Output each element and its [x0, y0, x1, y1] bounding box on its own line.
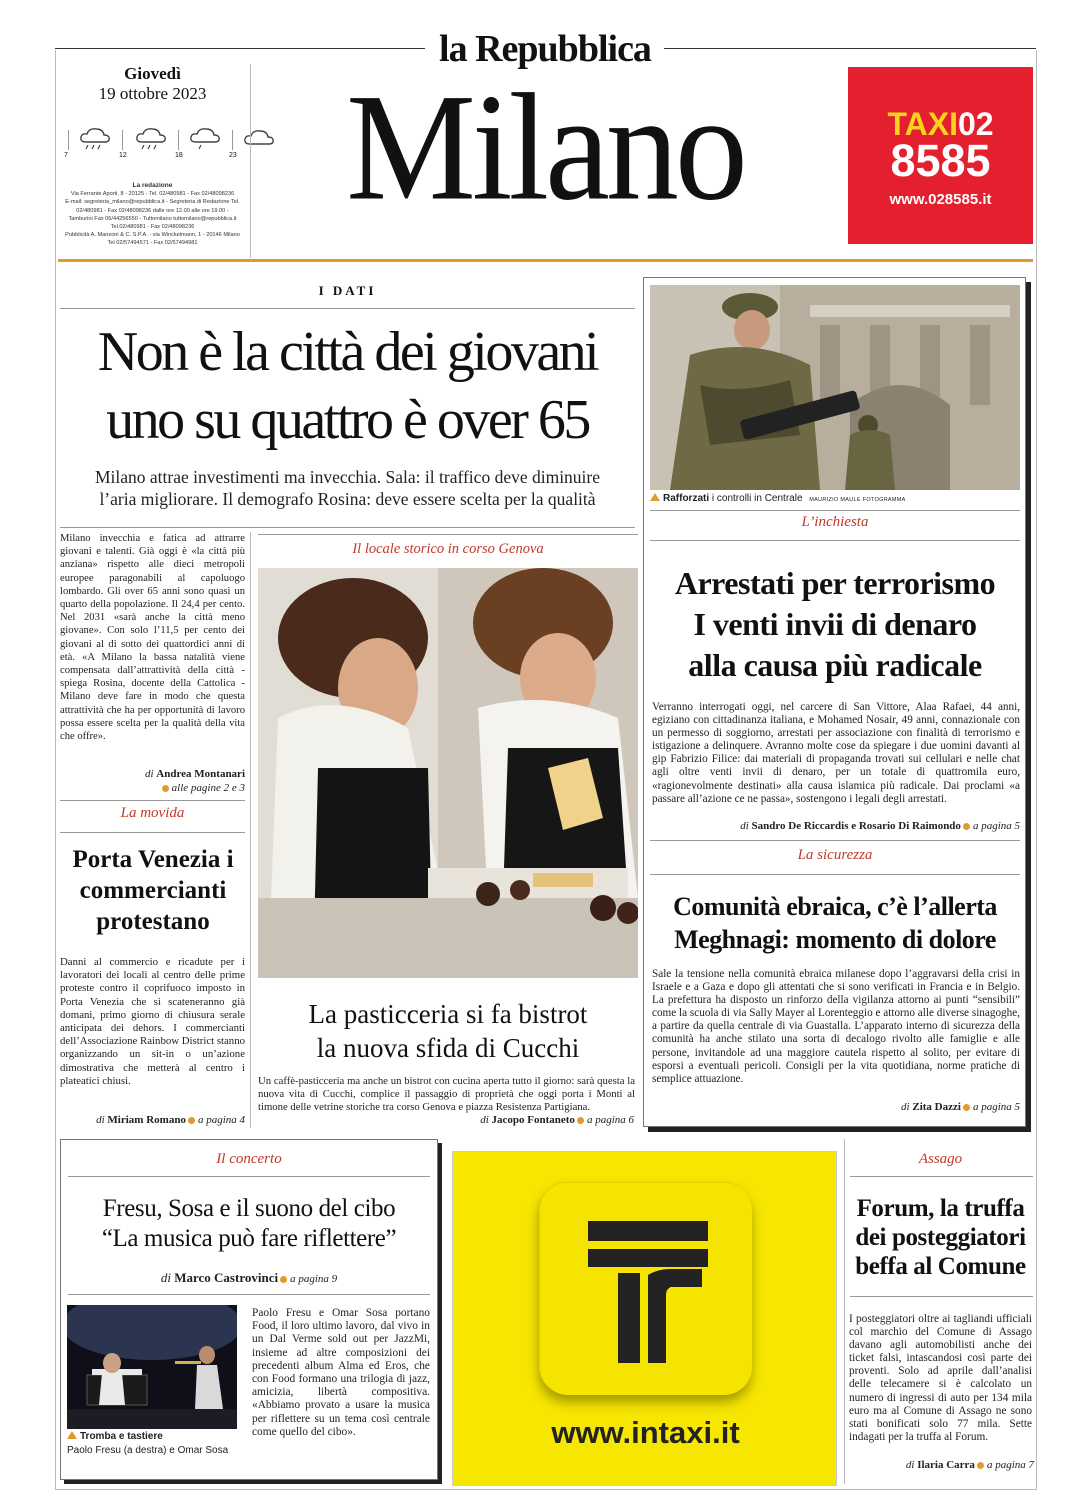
page-ref[interactable]: alle pagine 2 e 3: [171, 782, 245, 794]
temp-label: 7: [64, 152, 68, 159]
taxi-prefix: 02: [957, 106, 994, 142]
sicurezza-byline[interactable]: [650, 1101, 1020, 1113]
brand-logo[interactable]: la Repubblica: [439, 28, 651, 70]
lead-subhead: [55, 466, 640, 510]
redazione-line: Via Ferrante Aporti, 8 - 20125 - Tel. 02/480981 - Fax 02/48098236: [70, 191, 235, 198]
lead-byline: [60, 768, 245, 780]
assago-body: I posteggiatori oltre ai tagliandi ufficiali col marchio del Comune di Assago davano agli automobilisti anche dei ticket falsi, intascandosi così parte dei proventi. Solo ad aprile dall’analisi delle telecamere si è calcolato un numero di ingressi di auto per 134 mila euro ma al Comune di Assago ne sono stati bonificati solo 77 mila. Sette indagati per la truffa al Forum.: [849, 1313, 1032, 1443]
taxi-ad-top[interactable]: [848, 67, 1033, 244]
concerto-kicker: Il concerto: [216, 1151, 282, 1167]
author-name: Andrea Montanari: [156, 768, 245, 780]
sicurezza-headline-line: Meghnagi: momento di dolore: [674, 925, 996, 954]
inchiesta-headline-line: I venti invii di denaro: [693, 606, 977, 642]
lead-pages[interactable]: [60, 782, 245, 794]
temp-label: 12: [119, 152, 127, 159]
sicurezza-body: Sale la tensione nella comunità ebraica milanese dopo l’aggravarsi della crisi in Israele e a Gaza e dopo gli attentati che si sono verificati in Francia e in Belgio. La prefettura ha disposto un rinforzo della vigilanza attorno ai punti “sensibili” come la scuola di via Sally Mayer al Lorenteggio e attorno alle diverse sinagoghe, a partire da quella centrale di via Guastalla. L’apparato interno di sicurezza della comunità ha anche stilato una sorta di decalogo rivolto alle famiglie e alle persone, invitandole ad una maggiore cautela rispetto al solito, per evitare di esporsi a eventuali pericoli. Consigli per la vita quotidiana, norme pratiche di semplice attuazione.: [652, 968, 1020, 1085]
page-ref[interactable]: a pagina 7: [986, 1459, 1034, 1471]
lead-headline-line: uno su quattro è over 65: [106, 389, 589, 451]
inchiesta-byline[interactable]: [650, 820, 1020, 832]
caption-text: Paolo Fresu (a destra) e Omar Sosa: [67, 1445, 229, 1456]
redazione-line: E-mail: segreteria_milano@repubblica.it - Segreteria di Redazione Tel.: [65, 199, 240, 206]
intaxi-ad[interactable]: [452, 1151, 837, 1486]
caption-bold: Rafforzati: [663, 493, 710, 504]
soldiers-photo: [650, 285, 1020, 490]
assago-byline[interactable]: [848, 1459, 1034, 1471]
concerto-body: Paolo Fresu e Omar Sosa portano Food, il loro ultimo lavoro, dal vivo in un Dal Verme sold out per JazzMi, insieme ad altre composizioni dei precedenti album Alma ed Eros, che con Food formano una trilogia di jazz, amicizia, libertà compositiva. «Abbiamo provato a usare la musica per riflettere su un tema così centrale come quello del cibo».: [252, 1307, 430, 1438]
date-box: [60, 64, 245, 104]
movida-byline[interactable]: [60, 1114, 245, 1126]
author-name: Zita Dazzi: [912, 1101, 961, 1113]
caption-bold: Tromba e tastiere: [80, 1431, 163, 1442]
temp-label: 23: [229, 152, 237, 159]
page-ref[interactable]: a pagina 9: [290, 1273, 338, 1285]
sicurezza-headline-line: Comunità ebraica, c’è l’allerta: [673, 892, 997, 921]
author-name: Sandro De Riccardis e Rosario Di Raimondo: [751, 820, 961, 832]
author-name: Miriam Romano: [107, 1114, 186, 1126]
byline-prefix: di: [160, 1270, 171, 1285]
byline-prefix: di: [905, 1459, 915, 1471]
redazione-line: Tamburini Fax 06/44256550 - Tuttomilano tuttomilano@repubblica.it: [68, 215, 237, 222]
rain-cloud-icon: [78, 126, 112, 152]
author-name: Ilaria Carra: [917, 1459, 975, 1471]
intaxi-url[interactable]: www.intaxi.it: [551, 1415, 740, 1450]
soldiers-caption: [650, 493, 1020, 504]
taxi-logo-icon: [539, 1182, 751, 1394]
inchiesta-headline-line: Arrestati per terrorismo: [674, 565, 996, 601]
photo-credit: MAURIZIO MAULE FOTOGRAMMA: [809, 497, 906, 503]
page-ref[interactable]: a pagina 6: [586, 1114, 634, 1126]
locale-headline-line: la nuova sfida di Cucchi: [316, 1033, 580, 1063]
taxi-number: 8585: [890, 135, 991, 186]
cloud-icon: [242, 126, 276, 152]
byline-prefix: di: [480, 1114, 489, 1126]
weather-strip: [62, 122, 247, 162]
lead-kicker: I DATI: [318, 283, 377, 298]
page-ref[interactable]: a pagina 5: [972, 820, 1020, 832]
movida-kicker: La movida: [120, 805, 185, 821]
concert-caption: [67, 1430, 242, 1458]
page-ref[interactable]: a pagina 4: [197, 1114, 245, 1126]
page-ref[interactable]: a pagina 5: [972, 1101, 1020, 1113]
taxi-url[interactable]: www.028585.it: [889, 191, 992, 208]
lead-headline[interactable]: [55, 318, 640, 454]
redazione-line: 02/480981 - Fax 02/48098236 dalle ore 12.00 alle ore 19.00 -: [76, 207, 229, 214]
lead-body: Milano invecchia e fatica ad attrarre giovani e talenti. Già oggi è «la città più anziana» rispetto alle dieci metropoli europee paragonabili al capoluogo lombardo. Gli over 65 anni sono quasi un quarto della popolazione. Il 24,4 per cento. Nel 2031 «sarà anche la città meno giovane». Con solo l’11,5 per cento dei giovani al di sotto dei quattordici anni di età. «A Milano la bassa natalità viene compensata dall’attrattività della città - spiega Rosina, docente della Cattolica - Milano deve fare in modo che questa attrattività che ha per opportunità di lavoro possa essere scelta per la qualità della vita che offre».: [60, 533, 245, 743]
locale-headline-line: La pasticceria si fa bistrot: [308, 999, 588, 1029]
locale-headline[interactable]: [258, 997, 638, 1065]
byline-prefix: di: [901, 1101, 910, 1113]
assago-headline[interactable]: Forum, la truffa dei posteggiatori beffa al Comune: [855, 1195, 1026, 1280]
concerto-byline[interactable]: [60, 1270, 438, 1286]
assago-kicker: Assago: [918, 1151, 963, 1167]
taxi-word: TAXI: [887, 106, 958, 142]
date: 19 ottobre 2023: [98, 84, 207, 103]
sicurezza-headline[interactable]: [645, 890, 1025, 956]
sicurezza-kicker: La sicurezza: [797, 847, 873, 863]
redazione-box: [60, 182, 245, 248]
inchiesta-headline[interactable]: [645, 563, 1025, 686]
inchiesta-headline-line: alla causa più radicale: [688, 647, 982, 683]
lead-headline-line: Non è la città dei giovani: [97, 321, 598, 383]
locale-byline[interactable]: [258, 1114, 634, 1126]
lead-subhead-line: Milano attrae investimenti ma invecchia. Sala: il traffico deve diminuire: [94, 467, 601, 487]
concerto-headline-line: Fresu, Sosa e il suono del cibo: [102, 1195, 396, 1222]
weekday: Giovedì: [124, 64, 181, 83]
author-name: Marco Castrovinci: [174, 1270, 279, 1285]
redazione-line: Tel 02/57494571 - Fax 02/57494981: [107, 240, 198, 247]
rain-cloud-icon: [134, 126, 168, 152]
concert-photo: [67, 1305, 237, 1429]
locale-body: Un caffè-pasticceria ma anche un bistrot con cucina aperta tutto il giorno: sarà questa la nuova vita di Cucchi, complice il passaggio di proprietà che oggi porta i Monti al timone delle vetrine storiche tra corso Genova e piazza Resistenza Partigiana.: [258, 1075, 635, 1113]
locale-kicker: Il locale storico in corso Genova: [352, 541, 544, 557]
movida-headline[interactable]: Porta Venezia i commercianti protestano: [72, 846, 234, 935]
byline-prefix: di: [740, 820, 749, 832]
temp-label: 18: [175, 152, 183, 159]
inchiesta-kicker: L’inchiesta: [801, 514, 869, 530]
byline-prefix: di: [96, 1114, 105, 1126]
redazione-line: Pubblicità A. Manzoni & C. S.P.A. - via Winckelmann, 1 - 20146 Milano: [65, 232, 240, 239]
byline-prefix: di: [144, 768, 154, 780]
lead-subhead-line: l’aria migliorare. Il demografo Rosina: deve essere scelta per la qualità: [99, 489, 596, 509]
rain-cloud-icon: [188, 126, 222, 152]
pastry-chefs-photo: [258, 568, 638, 978]
author-name: Jacopo Fontaneto: [491, 1114, 575, 1126]
movida-body: Danni al commercio e ricadute per i lavoratori dei locali al centro delle prime proteste contro il coprifuoco imposto in Porta Venezia che si scateneranno già domani, primo giorno di chiusura serale anticipata dei dehors. I commercianti dell’Associazione Rainbow District stanno organizzando un sit-in o un’azione dimostrativa che metterà al centro i plateatici chiusi.: [60, 956, 246, 1087]
inchiesta-body: Verranno interrogati oggi, nel carcere di San Vittore, Alaa Rafaei, 44 anni, egiziano con cittadinanza italiana, e Mohamed Nosair, 49 anni, connazionale con un permesso di soggiorno, arrestati per associazione con finalità di terrorismo e istigazione a delinquere. Avranno molte cose da spiegare i due uomini davanti al gip Fabrizio Filice: dai materiali di propaganda trovati sui cellulari e nelle chat agli oltre venti invii di denaro, per un totale di quattromila euro, «ragionevolmente destinati» alla causa islamica più radicale. Dai proclami «a passare all’azione ce ne passa», sostengono i legali degli arrestati.: [652, 701, 1020, 805]
concerto-headline[interactable]: [62, 1194, 436, 1254]
caption-text: i controlli in Centrale: [711, 493, 803, 504]
redazione-line: Tel.02/480981 - Fax 02/48098236: [110, 224, 195, 231]
redazione-title: La redazione: [132, 182, 173, 189]
page-title: Milano: [346, 61, 744, 233]
concerto-headline-line: “La musica può fare riflettere”: [101, 1225, 397, 1252]
